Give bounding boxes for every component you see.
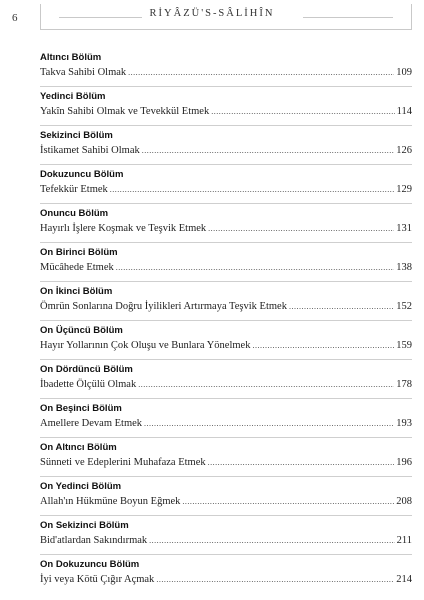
section-heading: On Altıncı Bölüm — [40, 442, 117, 453]
chapter-title: Hayırlı İşlere Koşmak ve Teşvik Etmek — [40, 223, 207, 234]
section-heading: Onuncu Bölüm — [40, 208, 109, 219]
toc-entry — [40, 321, 412, 360]
dot-leader — [182, 494, 394, 510]
dot-leader — [110, 182, 394, 198]
page-ref: 131 — [396, 223, 412, 234]
dot-leader — [252, 338, 394, 354]
toc-entry — [40, 243, 412, 282]
toc-line — [40, 455, 412, 471]
section-heading: Altıncı Bölüm — [40, 52, 102, 63]
toc-line — [40, 572, 412, 588]
page-ref: 214 — [396, 574, 412, 585]
book-title: RİYÂZÜ'S-SÂLİHÎN — [142, 8, 283, 19]
chapter-title: Bid'atlardan Sakındırmak — [40, 535, 148, 546]
page-ref: 138 — [396, 262, 412, 273]
section-heading: On Sekizinci Bölüm — [40, 520, 129, 531]
toc-entry — [40, 399, 412, 438]
page-ref: 109 — [396, 67, 412, 78]
dot-leader — [116, 260, 394, 276]
toc-line — [40, 104, 412, 120]
toc-entry — [40, 516, 412, 555]
dot-leader — [208, 221, 394, 237]
chapter-title: Mücâhede Etmek — [40, 262, 114, 273]
section-heading: Dokuzuncu Bölüm — [40, 169, 124, 180]
dot-leader — [208, 455, 395, 471]
chapter-title: Takva Sahibi Olmak — [40, 67, 127, 78]
toc-entry — [40, 438, 412, 477]
toc-line — [40, 143, 412, 159]
toc-line — [40, 65, 412, 81]
toc-entry — [40, 360, 412, 399]
dot-leader — [149, 533, 394, 549]
toc-line — [40, 416, 412, 432]
section-heading: Sekizinci Bölüm — [40, 130, 113, 141]
running-header — [0, 8, 424, 19]
toc-entry — [40, 87, 412, 126]
chapter-title: Yakîn Sahibi Olmak ve Tevekkül Etmek — [40, 106, 210, 117]
toc-entry — [40, 282, 412, 321]
dot-leader — [156, 572, 394, 588]
toc-line — [40, 494, 412, 510]
section-heading: On Beşinci Bölüm — [40, 403, 122, 414]
chapter-title: İstikamet Sahibi Olmak — [40, 145, 140, 156]
toc-entry — [40, 204, 412, 243]
page-ref: 159 — [396, 340, 412, 351]
section-heading: On Birinci Bölüm — [40, 247, 118, 258]
chapter-title: İyi veya Kötü Çığır Açmak — [40, 574, 155, 585]
chapter-title: Amellere Devam Etmek — [40, 418, 143, 429]
section-heading: On Dokuzuncu Bölüm — [40, 559, 140, 570]
dot-leader — [142, 143, 395, 159]
toc-line — [40, 299, 412, 315]
toc-entry — [40, 555, 412, 593]
page-ref: 129 — [396, 184, 412, 195]
chapter-title: İbadette Ölçülü Olmak — [40, 379, 137, 390]
toc-entry — [40, 126, 412, 165]
toc-line — [40, 377, 412, 393]
toc-entry — [40, 165, 412, 204]
page-ref: 208 — [396, 496, 412, 507]
chapter-title: Allah'ın Hükmüne Boyun Eğmek — [40, 496, 181, 507]
page-ref: 114 — [396, 106, 412, 117]
dot-leader — [144, 416, 394, 432]
chapter-title: Hayır Yollarının Çok Oluşu ve Bunlara Yönelmek — [40, 340, 251, 351]
page-ref: 178 — [396, 379, 412, 390]
page-number: 6 — [12, 12, 18, 24]
toc-line — [40, 221, 412, 237]
chapter-title: Sünneti ve Edeplerini Muhafaza Etmek — [40, 457, 206, 468]
section-heading: On Üçüncü Bölüm — [40, 325, 123, 336]
section-heading: On Dördüncü Bölüm — [40, 364, 133, 375]
toc-line — [40, 182, 412, 198]
dot-leader — [289, 299, 394, 315]
dot-leader — [211, 104, 394, 120]
page-ref: 126 — [396, 145, 412, 156]
page-ref: 211 — [396, 535, 412, 546]
chapter-title: Tefekkür Etmek — [40, 184, 108, 195]
page-ref: 196 — [396, 457, 412, 468]
toc-line — [40, 260, 412, 276]
toc-entry — [40, 48, 412, 87]
toc-line — [40, 533, 412, 549]
section-heading: Yedinci Bölüm — [40, 91, 106, 102]
table-of-contents — [40, 48, 412, 593]
page-ref: 193 — [396, 418, 412, 429]
page-ref: 152 — [396, 301, 412, 312]
dot-leader — [138, 377, 394, 393]
dot-leader — [128, 65, 394, 81]
section-heading: On Yedinci Bölüm — [40, 481, 122, 492]
toc-entry — [40, 477, 412, 516]
toc-line — [40, 338, 412, 354]
section-heading: On İkinci Bölüm — [40, 286, 113, 297]
chapter-title: Ömrün Sonlarına Doğru İyilikleri Artırmaya Teşvik Etmek — [40, 301, 287, 312]
